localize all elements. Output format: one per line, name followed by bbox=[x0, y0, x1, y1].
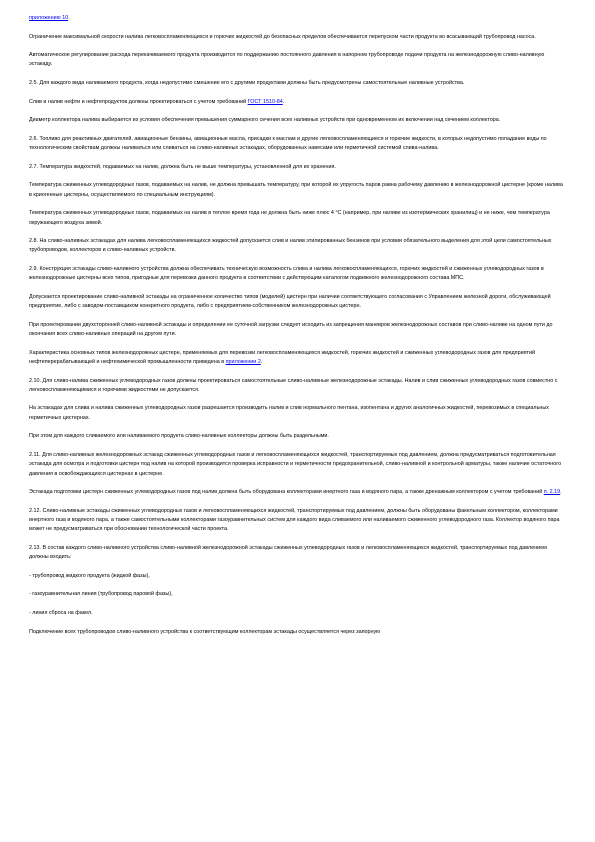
paragraph-text: 2.13. В состав каждого сливо-наливного устройства сливо-наливной железнодорожной эстакады сжиженных углеводородных газов и легковоспламеняющихся жидкостей, транспортируемых под давлением должны входить: bbox=[29, 544, 547, 561]
paragraph bbox=[29, 135, 566, 154]
paragraph bbox=[29, 544, 566, 563]
paragraph-text: 2.9. Конструкция эстакады сливо-наливного устройства должна обеспечивать техническую возможность слива и налива легковоспламеняющихся, горючих жидкостей и сжиженных углеводородных газов в железнодорожные цистерны всех типов, пригодные для перевозки данного продукта в соответствии с действующим каталогом подвижного железнодорожного состава МПС. bbox=[29, 266, 544, 282]
paragraph bbox=[29, 116, 566, 125]
paragraph-text: Эстакада подготовки цистерн сжиженных углеводородных газов под налив должна быть оборудована коллекторами инертного газа и водяного пара, а также дренажным коллектором с учетом требований bbox=[29, 489, 544, 496]
clause-2-19-link[interactable]: п. 2.19 bbox=[543, 489, 561, 496]
paragraph bbox=[29, 79, 566, 88]
paragraph bbox=[29, 209, 566, 228]
paragraph-text: Температура сжиженных углеводородных газов, подаваемых на налив в теплое время года не должна быть ниже плюс 4 °С (например, при наливе из изотермических хранилищ) и не ниже, чем температура окружающего воздуха зимой. bbox=[29, 210, 550, 226]
paragraph-text: . bbox=[68, 15, 70, 21]
paragraph bbox=[29, 432, 566, 441]
paragraph bbox=[29, 98, 566, 107]
paragraph bbox=[29, 349, 566, 368]
paragraph-text: 2.11. Для сливо-наливных железнодорожных эстакад сжиженных углеводородных газов и легковоспламеняющихся жидкостей, транспортируемых под давлением, должна предусматриваться подготовительная эстакада для осмотра и подготовки цистерн под налив на которой производится проверка исправности и герметичности предохранительной, сливо-наливной и контрольной арматуры, также наличие остаточного давления в освобождающихся цистернах в цистерне. bbox=[29, 451, 562, 477]
paragraph-text: Характеристика основных типов железнодорожных цистерн, применяемых для перевозки легковоспламеняющихся жидкостей, горючих жидкостей и сжиженных углеводородных газов для предприятий нефтеперерабатывающей и нефтехимической промышленности приведена в bbox=[29, 349, 535, 365]
paragraph-text: . bbox=[282, 98, 285, 105]
paragraph-text: Допускается проектирование сливо-наливной эстакады на ограниченное количество типов (моделей) цистерн при наличии соответствующего согласования с Управлением железной дороги, обслуживающей предприятие, либо с заводом-поставщиком конкретного продукта, либо с предприятием-собственником железнодорожных цистерн. bbox=[29, 293, 551, 310]
paragraph-text: Ограничение максимальной скорости налива легковоспламеняющихся и горючих жидкостей до безопасных пределов обеспечивается перепуском части продукта во всасывающий трубопровод насоса. bbox=[29, 33, 536, 40]
paragraph-text: 2.7. Температура жидкостей, подаваемых на налив, должна быть не выше температуры, установленной для их хранения. bbox=[29, 163, 336, 170]
paragraph bbox=[29, 507, 566, 535]
paragraph bbox=[29, 265, 566, 284]
paragraph-text: Диаметр коллектора налива выбирается из условия обеспечения превышения суммарного сечения всех наливных устройств при одновременном их включении над сечением коллектора. bbox=[29, 117, 501, 124]
paragraph-text: 2.10. Для сливо-налива сжиженных углеводородных газов должны проектироваться самостоятельные сливо-наливные железнодорожные эстакады. Налив и слив сжиженных углеводородных газов совместно с легковоспламеняющимися и горючими жидкостями не допускается. bbox=[29, 377, 558, 393]
paragraph-text: 2.12. Сливо-наливные эстакады сжиженных углеводородных газов и легковоспламеняющихся жидкостей, транспортируемых под давлением, должны быть оборудованы факельным коллектором, коллекторами инертного газа и водяного пара, а также самостоятельными коллекторами газоуравнительных систем для каждого вида сливаемого или наливаемого сжиженного углеводородного газа. Коллектор водяного пара может не предусматриваться при обосновании технологической части проекта. bbox=[29, 507, 560, 533]
paragraph bbox=[29, 51, 566, 70]
paragraph bbox=[29, 377, 566, 396]
paragraph-text: . bbox=[560, 489, 562, 496]
paragraph-text: При проектировании двухсторонней сливо-наливной эстакады и определении ее суточной загрузки следует исходить из запрещения маневров железнодорожных составов при сливо-наливе на одном пути до окончания всех сливо-наливных операций на другом пути. bbox=[29, 321, 553, 338]
appendix-2-link[interactable]: приложении 2 bbox=[225, 358, 261, 365]
paragraph bbox=[29, 321, 566, 340]
paragraph-text: На эстакадах для слива и налива сжиженных углеводородных газов разрешается производить налив и слив нормального пентана, изопентана и других аналогичных жидкостей, перевозимых в специальных герметичных цистернах. bbox=[29, 405, 549, 421]
paragraph-text: 2.8. На сливо-наливных эстакадах для налива легковоспламеняющихся жидкостей допускается слив и налив этилированных бензинов при условии обязательного выделения для этой цели самостоятельных трубопроводов, коллекторов и сливо-наливных устройств. bbox=[29, 238, 552, 254]
list-item bbox=[29, 590, 566, 599]
paragraph-text: Температура сжиженных углеводородных газов, подаваемых на налив, не должна превышать температуру, при которой их упругость паров равна рабочему давлению в железнодорожной цистерне (кроме налива в криогенные цистерны, осуществляемого по специальным инструкциям). bbox=[29, 182, 563, 198]
paragraph-text: При этом для каждого сливаемого или наливаемого продукта сливо-наливные коллекторы должны быть раздельными. bbox=[29, 433, 329, 440]
document-page bbox=[29, 14, 566, 637]
list-item-text: - линия сброса на факел. bbox=[29, 610, 93, 616]
paragraph-text: Автоматическое регулирование расхода перекачиваемого продукта производится по поддержанию постоянного давления в напорном трубопроводе подачи продукта на железнодорожную сливо-наливную эстакаду. bbox=[29, 52, 545, 68]
paragraph bbox=[29, 237, 566, 256]
paragraph bbox=[29, 14, 566, 23]
paragraph bbox=[29, 404, 566, 423]
appendix-10-link[interactable]: приложению 10 bbox=[29, 15, 69, 21]
paragraph bbox=[29, 33, 566, 42]
list-item bbox=[29, 572, 566, 581]
list-item-text: - трубопровод жидкого продукта (жидкой фазы), bbox=[29, 572, 150, 579]
list-item-text: - газоуравнительная линия (трубопровод паровой фазы), bbox=[29, 591, 173, 598]
paragraph-text: 2.6. Топливо для реактивных двигателей, авиационные бензины, авиационные масла, присадки к маслам и другие легковоспламеняющиеся и горючие жидкости, в которых недопустимо попадание воды по технологическим свойствам должны наливаться или сливаться на сливо-наливных эстакадах, оборудованных навесами или герметичной системой слива-налива. bbox=[29, 135, 547, 152]
paragraph bbox=[29, 488, 566, 497]
list-item bbox=[29, 609, 566, 618]
paragraph-text: . bbox=[260, 358, 263, 365]
paragraph-text: Подключение всех трубопроводов сливо-наливного устройства к соответствующим коллекторам эстакады осуществляется через запорную bbox=[29, 628, 381, 635]
paragraph-text: 2.5. Для каждого вида наливаемого продукта, когда недопустимо смешение его с другими продуктами должны быть предусмотрены самостоятельные наливные устройства. bbox=[29, 80, 465, 87]
paragraph bbox=[29, 293, 566, 312]
paragraph bbox=[29, 181, 566, 200]
gost-1510-84-link[interactable]: ГОСТ 1510-84 bbox=[247, 98, 283, 105]
paragraph bbox=[29, 163, 566, 172]
paragraph bbox=[29, 451, 566, 479]
paragraph-text: Слив и налив нефти и нефтепродуктов должны проектироваться с учетом требований bbox=[29, 98, 248, 105]
paragraph bbox=[29, 628, 566, 637]
